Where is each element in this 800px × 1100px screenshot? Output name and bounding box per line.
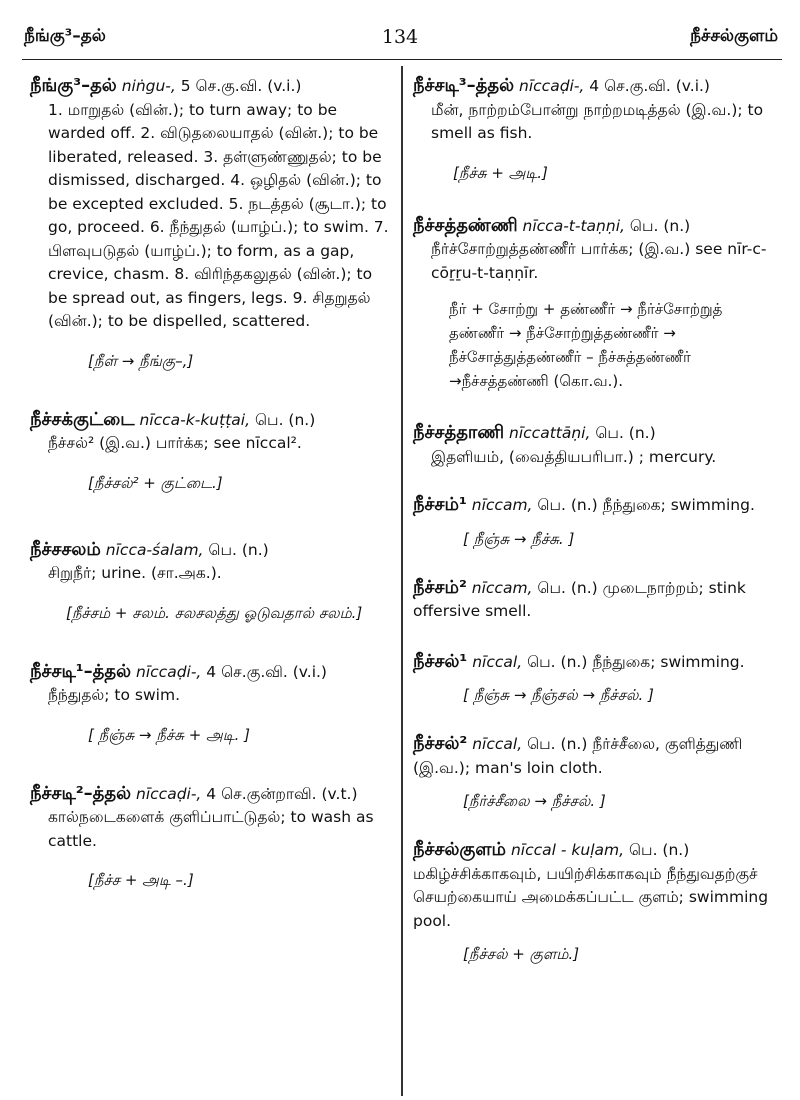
- dictionary-entry: [413, 732, 780, 812]
- transliteration: nīcca-śalam,: [105, 540, 204, 559]
- dictionary-entry: [30, 74, 390, 372]
- definition: நீந்துகை; swimming.: [592, 652, 745, 671]
- header-rule: [22, 59, 782, 60]
- grammar-label: பெ. (n.): [527, 652, 588, 671]
- grammar-label: பெ. (n.): [537, 496, 598, 514]
- dictionary-entry: [30, 408, 390, 494]
- grammar-label: பெ. (n.): [208, 540, 269, 559]
- grammar-label: 4 செ.குன்றாவி. (v.t.): [206, 784, 358, 803]
- transliteration: nīccaḍi-,: [136, 784, 202, 803]
- dictionary-entry: [413, 214, 780, 394]
- definition: கால்நடைகளைக் குளிப்பாட்டுதல்; to wash as cattle.: [48, 808, 374, 850]
- dictionary-entry: [30, 782, 390, 892]
- definition: மகிழ்ச்சிக்காகவும், பயிற்சிக்காகவும் நீந்துவதற்குச் செயற்கையாய் அமைக்கப்பட்ட குளம்; swimming pool.: [413, 864, 769, 930]
- definition: மீன், நாற்றம்போன்று நாற்றமடித்தல் (இ.வ.); to smell as fish.: [431, 100, 764, 142]
- headword: நீச்சல்²: [413, 733, 468, 754]
- grammar-label: பெ. (n.): [629, 216, 691, 235]
- transliteration: nīccaḍi-,: [519, 77, 585, 95]
- definition: நீர்ச்சோற்றுத்தண்ணீர் பார்க்க; (இ.வ.) see nīr-c-cōṟṟu-t-taṇṇīr.: [431, 240, 767, 282]
- etymology: [நீச்சல் + குளம்.]: [463, 945, 580, 963]
- transliteration: nīccam,: [471, 496, 533, 514]
- definition: இதளியம், (வைத்தியபரிபா.) ; mercury.: [431, 447, 717, 466]
- headword: நீச்சக்குட்டை: [30, 408, 135, 430]
- definition: 1. மாறுதல் (வின்.); to turn away; to be warded off. 2. விடுதலையாதல் (வின்.); to be liberated, released. 3. தள்ளுண்ணுதல்; to be dismissed, discharged. 4. ஒழிதல் (வின்.); to be excepted excluded. 5. நடத்தல் (சூடா.); to go, proceed. 6. நீந்துதல் (யாழ்ப்.); to swim. 7. பிளவுபடுதல் (யாழ்ப்.); to form, as a gap, crevice, chasm. 8. விரிந்தகலுதல் (வின்.); to be spread out, as fingers, legs. 9. சிதறுதல் (வின்.); to be dispelled, scattered.: [48, 100, 389, 330]
- definition: நீர்ச்சீலை, குளித்துணி (இ.வ.); man's loin cloth.: [413, 735, 743, 777]
- grammar-label: பெ. (n.): [254, 410, 316, 429]
- headword: நீச்சடி²–த்தல்: [30, 782, 132, 804]
- header-left-guide-word: நீங்கு³–தல்: [24, 26, 106, 46]
- headword: நீச்சடி¹–த்தல்: [30, 660, 132, 682]
- etymology: [நீள் → நீங்கு–,]: [88, 351, 194, 370]
- left-column: [30, 74, 390, 891]
- definition: முடைநாற்றம்; stink offersive smell.: [413, 578, 746, 620]
- headword: நீச்சம்¹: [413, 494, 467, 515]
- grammar-label: 5 செ.கு.வி. (v.i.): [180, 77, 302, 95]
- definition: சிறுநீர்; urine. (சா.அக.).: [48, 564, 222, 582]
- derivation-note: நீர் + சோற்று + தண்ணீர் → நீர்ச்சோற்றுத் தண்ணீர் → நீச்சோற்றுத்தண்ணீர் → நீச்சோத்துத்தண்ணீர் – நீச்சுத்தண்ணீர் →நீச்சத்தண்ணி (கொ.வ.).: [449, 300, 723, 390]
- dictionary-entry: [413, 576, 780, 624]
- transliteration: nīcca-k-kuṭṭai,: [139, 410, 251, 429]
- etymology: [நீச்சு + அடி.]: [453, 163, 548, 182]
- header-right-guide-word: நீச்சல்குளம்: [690, 26, 778, 46]
- etymology: [ நீஞ்சு → நீச்சு + அடி. ]: [88, 725, 251, 744]
- definition: நீந்துகை; swimming.: [602, 496, 755, 514]
- grammar-label: 4 செ.கு.வி. (v.i.): [589, 77, 710, 95]
- dictionary-entry: [30, 538, 390, 624]
- etymology: [நீச்சம் + சலம். சலசலத்து ஓடுவதால் சலம்.]: [66, 603, 363, 622]
- right-column: [413, 74, 780, 965]
- grammar-label: பெ. (n.): [527, 735, 588, 753]
- dictionary-entry: [413, 421, 780, 469]
- transliteration: nīccal,: [472, 735, 523, 753]
- headword: நீச்சத்தாணி: [413, 422, 505, 443]
- etymology: [நீச்சல்² + குட்டை.]: [88, 473, 223, 492]
- grammar-label: பெ. (n.): [628, 841, 690, 859]
- grammar-label: பெ. (n.): [595, 424, 656, 442]
- dictionary-entry: [413, 74, 780, 184]
- headword: நீச்சத்தண்ணி: [413, 214, 518, 236]
- etymology: [ நீஞ்சு → நீஞ்சல் → நீச்சல். ]: [463, 686, 654, 704]
- grammar-label: பெ. (n.): [537, 578, 598, 597]
- transliteration: nīccal - kuḷam,: [510, 841, 625, 859]
- headword: நீங்கு³–தல்: [30, 75, 117, 96]
- transliteration: nīccaḍi-,: [136, 662, 202, 681]
- headword: நீச்சம்²: [413, 576, 467, 598]
- column-divider: [401, 66, 403, 1096]
- etymology: [நீச்ச + அடி –.]: [88, 871, 194, 889]
- transliteration: niṅgu-,: [121, 77, 176, 95]
- definition: நீந்துதல்; to swim.: [48, 686, 180, 704]
- headword: நீச்சல்¹: [413, 650, 468, 672]
- transliteration: nīccattāṇi,: [509, 424, 591, 442]
- etymology: [ நீஞ்சு → நீச்சு. ]: [463, 529, 575, 548]
- definition: நீச்சல்² (இ.வ.) பார்க்க; see nīccal².: [48, 434, 302, 452]
- transliteration: nīccal,: [472, 652, 523, 671]
- dictionary-entry: [413, 650, 780, 707]
- grammar-label: 4 செ.கு.வி. (v.i.): [206, 662, 327, 681]
- page-header: [0, 0, 800, 64]
- dictionary-entry: [413, 493, 780, 550]
- transliteration: nīccam,: [471, 578, 533, 597]
- dictionary-entry: [30, 660, 390, 746]
- headword: நீச்சசலம்: [30, 538, 101, 560]
- headword: நீச்சடி³–த்தல்: [413, 75, 515, 96]
- page-number: 134: [381, 26, 419, 48]
- headword: நீச்சல்குளம்: [413, 839, 507, 860]
- transliteration: nīcca-t-taṇṇi,: [522, 216, 625, 235]
- etymology: [நீர்ச்சீலை → நீச்சல். ]: [463, 792, 606, 810]
- dictionary-entry: [413, 838, 780, 965]
